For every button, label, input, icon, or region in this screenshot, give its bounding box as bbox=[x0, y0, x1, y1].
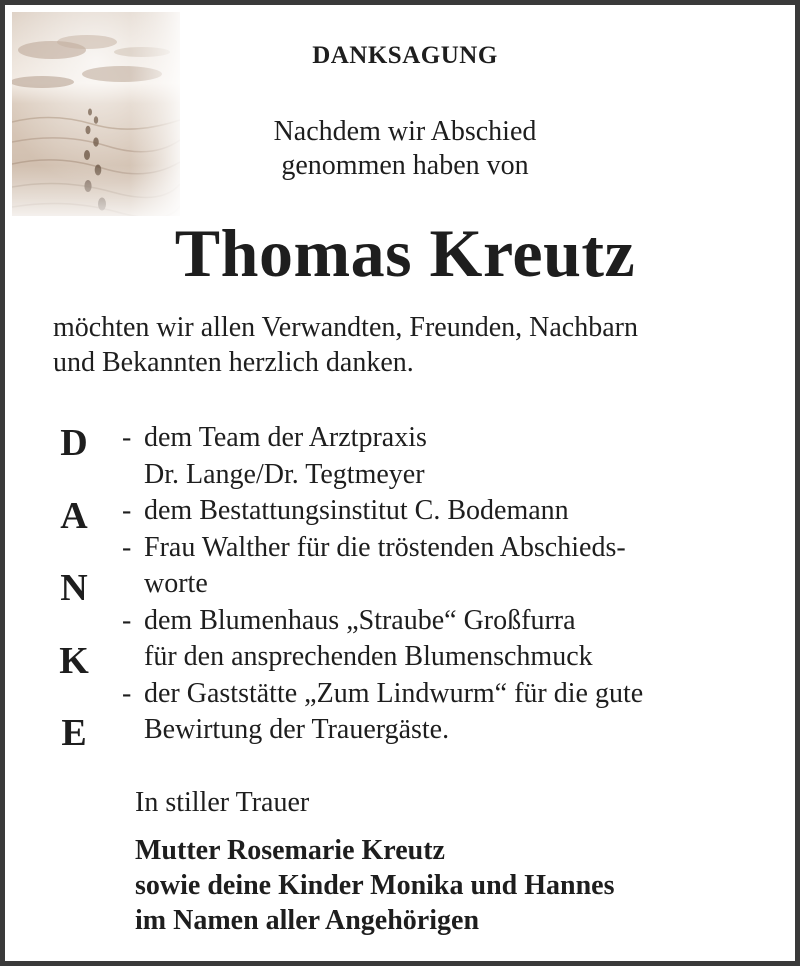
danke-letter: N bbox=[60, 567, 88, 609]
list-item-text: dem Blumenhaus „Straube“ Großfurra bbox=[144, 604, 576, 636]
list-item-continuation bbox=[122, 712, 643, 749]
list-item-continuation bbox=[122, 457, 643, 494]
intro-text bbox=[175, 115, 635, 183]
thanks-text bbox=[53, 310, 638, 380]
list-item-text: dem Bestattungsinstitut C. Bodemann bbox=[144, 495, 569, 526]
list-item: - dem Bestattungsinstitut C. Bodemann bbox=[122, 495, 569, 526]
deceased-name: Thomas Kreutz bbox=[174, 215, 636, 291]
footprints-in-sand-icon bbox=[12, 12, 180, 216]
danke-letter: D bbox=[60, 422, 88, 464]
list-item-text: dem Team der Arztpraxis bbox=[144, 422, 427, 453]
list-item: - Frau Walther für die tröstenden Abschieds- bbox=[122, 531, 626, 563]
list-item-text: worte bbox=[144, 568, 208, 599]
danke-letter: E bbox=[61, 712, 87, 754]
list-item: - dem Blumenhaus „Straube“ Großfurra bbox=[122, 604, 576, 636]
signer-line: Mutter Rosemarie Kreutz bbox=[135, 835, 445, 866]
list-item-text: der Gaststätte „Zum Lindwurm“ für die gute bbox=[144, 677, 644, 709]
intro-line: Nachdem wir Abschied bbox=[273, 116, 537, 147]
list-item-text: Bewirtung der Trauergäste. bbox=[144, 714, 450, 745]
thanks-line: möchten wir allen Verwandten, Freunden, Nachbarn bbox=[53, 312, 638, 343]
list-item-text: für den ansprechenden Blumenschmuck bbox=[144, 641, 593, 672]
obituary-card bbox=[5, 5, 795, 961]
notice-heading: DANKSAGUNG bbox=[312, 42, 498, 69]
signer-line: im Namen aller Angehörigen bbox=[135, 905, 480, 936]
signer-line: sowie deine Kinder Monika und Hannes bbox=[135, 870, 615, 901]
list-item-text: Dr. Lange/Dr. Tegtmeyer bbox=[144, 458, 425, 490]
list-item-continuation bbox=[122, 639, 643, 676]
thanks-list bbox=[122, 420, 643, 749]
list-item-text: Frau Walther für die tröstenden Abschieds- bbox=[144, 531, 626, 563]
intro-line: genommen haben von bbox=[281, 150, 529, 181]
footprints-photo bbox=[12, 12, 180, 216]
signers bbox=[135, 833, 614, 938]
list-item: - der Gaststätte „Zum Lindwurm“ für die gute bbox=[122, 677, 644, 709]
danke-letter: A bbox=[60, 495, 88, 537]
thanks-line: und Bekannten herzlich danken. bbox=[53, 347, 414, 378]
mourning-line: In stiller Trauer bbox=[135, 787, 310, 818]
list-item-continuation bbox=[122, 566, 643, 603]
list-item: - dem Team der Arztpraxis bbox=[122, 422, 427, 453]
danke-letter: K bbox=[59, 640, 89, 682]
